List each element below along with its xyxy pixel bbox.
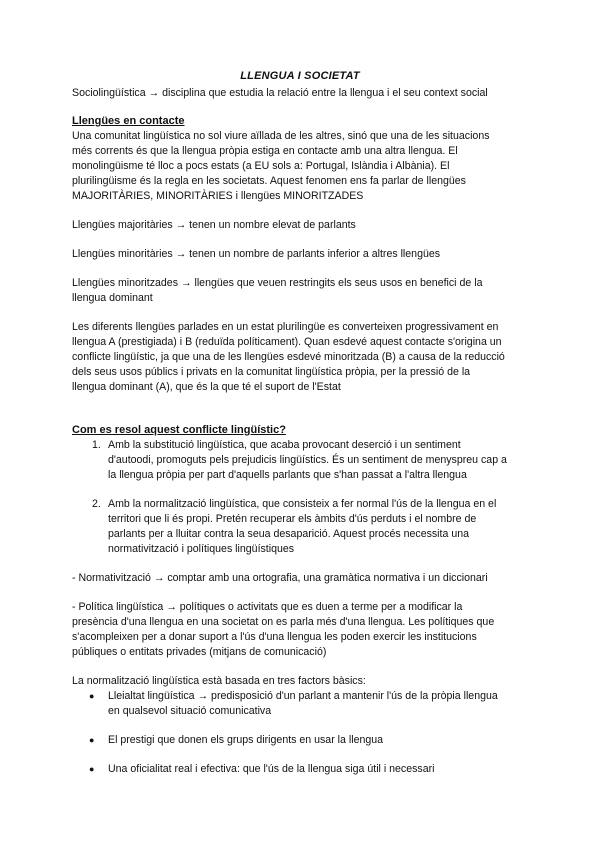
list-number: 1. <box>92 439 101 451</box>
paragraph-line: més corrents és que la llengua pròpia estiga en contacte amb una altra llengua. El <box>72 145 458 157</box>
paragraph-line: presència d'una llengua en una societat on es parla més d'una llengua. Les polítiques que <box>72 616 495 628</box>
paragraph-line: llengua A (prestigiada) i B (reduïda políticament). Quan esdevé aquest contacte s'origina un <box>72 336 502 348</box>
definition-minoritzades: Llengües minoritzades → llengües que veuen restringits els seus usos en benefici de la <box>72 277 483 289</box>
bullet-icon: ● <box>89 735 95 745</box>
section-heading-contact: Llengües en contacte <box>72 115 185 127</box>
list-item-line: normativització i polítiques lingüístiques <box>108 543 295 555</box>
definition-majoritaries: Llengües majoritàries → tenen un nombre elevat de parlants <box>72 219 356 231</box>
section-heading-conflict: Com es resol aquest conflicte lingüístic? <box>72 424 286 436</box>
page-title: LLENGUA I SOCIETAT <box>240 70 360 82</box>
bullet-icon: ● <box>89 764 95 774</box>
list-item-line: Amb la normalització lingüística, que consisteix a fer normal l'ús de la llengua en el <box>108 498 497 510</box>
definition-line: Sociolingüística → disciplina que estudia la relació entre la llengua i el seu context social <box>72 87 488 99</box>
list-number: 2. <box>92 498 101 510</box>
list-item-line: parlants per a lluitar contra la seua desaparició. Aquest procés necessita una <box>108 528 469 540</box>
paragraph-line: Les diferents llengües parlades en un estat plurilingüe es converteixen progressivament en <box>72 321 499 333</box>
list-item-line: Amb la substitució lingüística, que acaba provocant deserció i un sentiment <box>108 439 461 451</box>
bullet-item-line: en qualsevol situació comunicativa <box>108 705 272 717</box>
paragraph-line: plurilingüisme és la regla en les societats. Aquest fenomen ens fa parlar de llengües <box>72 175 466 187</box>
paragraph-line: conflicte lingüístic, ja que una de les llengües esdevé minoritzada (B) a causa de la reducció <box>72 351 505 363</box>
paragraph-line: públiques o entitats privades (mitjans de comunicació) <box>72 646 327 658</box>
factors-intro: La normalització lingüística està basada en tres factors bàsics: <box>72 675 366 687</box>
bullet-icon: ● <box>89 691 95 701</box>
paragraph-line: Una comunitat lingüística no sol viure aïllada de les altres, sinó que una de les situacions <box>72 130 490 142</box>
paragraph-line: - Política lingüística → polítiques o activitats que es duen a terme per a modificar la <box>72 601 463 613</box>
definition-normativitzacio: - Normativització → comptar amb una ortografia, una gramàtica normativa i un diccionari <box>72 572 488 584</box>
paragraph-line: s'acompleixen per a donar suport a l'ús d'una llengua les poden exercir les institucions <box>72 631 477 643</box>
list-item-line: d'autoodi, promoguts pels prejudicis lingüístics. És un sentiment de menyspreu cap a <box>108 454 507 466</box>
definition-minoritzades: llengua dominant <box>72 292 153 304</box>
list-item-line: territori que li és propi. Pretén recuperar els àmbits d'ús perduts i el nombre de <box>108 513 477 525</box>
bullet-item-line: Lleialtat lingüística → predisposició d'un parlant a mantenir l'ús de la pròpia llengua <box>108 690 498 702</box>
bullet-item-line: El prestigi que donen els grups dirigents en usar la llengua <box>108 734 384 746</box>
paragraph-line: MAJORITÀRIES, MINORITÀRIES i llengües MINORITZADES <box>72 190 364 202</box>
bullet-item-line: Una oficialitat real i efectiva: que l'ús de la llengua siga útil i necessari <box>108 763 435 775</box>
paragraph-line: monolingüisme té lloc a pocs estats (a EU sols a: Portugal, Islàndia i Albània). El <box>72 160 450 172</box>
list-item-line: la llengua pròpia per part d'aquells parlants que s'han passat a l'altra llengua <box>108 469 467 481</box>
definition-minoritaries: Llengües minoritàries → tenen un nombre de parlants inferior a altres llengües <box>72 248 441 260</box>
paragraph-line: dels seus usos públics i privats en la comunitat lingüística pròpia, per la pressió de la <box>72 366 471 378</box>
paragraph-line: llengua dominant (A), que és la que té el suport de l'Estat <box>72 381 341 393</box>
